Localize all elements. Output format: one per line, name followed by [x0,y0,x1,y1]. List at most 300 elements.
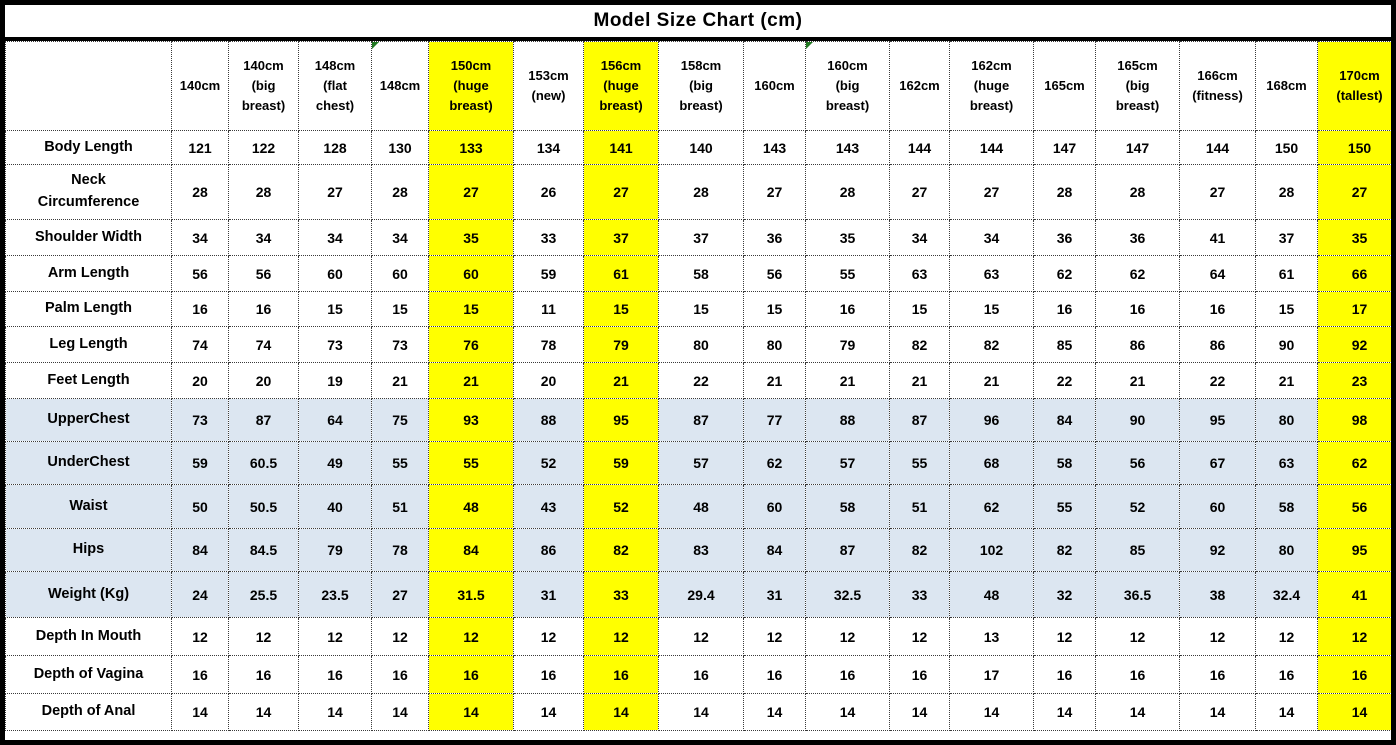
data-cell: 63 [1256,442,1318,485]
data-cell: 14 [429,694,514,731]
row-label-underchest [6,442,172,485]
data-cell: 15 [659,292,744,327]
label-line: UnderChest [47,454,130,471]
data-cell: 144 [950,131,1034,165]
data-cell: 12 [172,618,229,656]
data-cell: 12 [1318,618,1396,656]
data-cell: 66 [1318,256,1396,292]
table-row [6,572,1396,618]
label-line: 162cm [899,77,940,93]
data-cell: 50.5 [229,485,299,529]
data-cell: 22 [659,363,744,399]
data-cell: 34 [229,220,299,256]
data-cell: 14 [372,694,429,731]
column-header-168cm [1256,42,1318,131]
column-header-165cm-big-breast- [1096,42,1180,131]
data-cell: 60 [299,256,372,292]
label-line: (tallest) [1336,88,1383,103]
row-label-body-length [6,131,172,165]
chart-title: Model Size Chart (cm) [5,5,1391,41]
data-cell: 79 [584,327,659,363]
label-line: (huge [453,77,489,93]
data-cell: 21 [429,363,514,399]
data-cell: 79 [806,327,890,363]
column-header-150cm-huge-breast- [429,42,514,131]
label-line: Arm Length [47,264,130,281]
data-cell: 95 [1180,399,1256,442]
data-cell: 16 [514,656,584,694]
data-cell: 14 [514,694,584,731]
data-cell: 143 [806,131,890,165]
data-cell: 16 [1256,656,1318,694]
data-cell: 60 [372,256,429,292]
column-header-160cm-big-breast- [806,42,890,131]
column-header-140cm-big-breast- [229,42,299,131]
column-header-160cm [744,42,806,131]
data-cell: 55 [890,442,950,485]
data-cell: 130 [372,131,429,165]
data-cell: 36 [1096,220,1180,256]
label-line: (big [689,77,713,93]
label-line: 156cm [600,57,642,73]
data-cell: 16 [584,656,659,694]
table-row [6,618,1396,656]
data-cell: 16 [1096,656,1180,694]
row-label-depth-of-vagina [6,656,172,694]
label-line: Hips [72,541,105,558]
data-cell: 140 [659,131,744,165]
data-cell: 28 [172,165,229,220]
label-line: 170cm [1339,67,1380,83]
data-cell: 74 [172,327,229,363]
label-line: 148cm [379,77,421,93]
data-cell: 14 [744,694,806,731]
data-cell: 59 [584,442,659,485]
label-line: 148cm [314,57,356,73]
table-row [6,363,1396,399]
data-cell: 16 [229,656,299,694]
row-label-weight-kg- [6,572,172,618]
data-cell: 57 [659,442,744,485]
data-cell: 92 [1318,327,1396,363]
data-cell: 41 [1318,572,1396,618]
data-cell: 12 [1034,618,1096,656]
data-cell: 14 [172,694,229,731]
data-cell: 27 [744,165,806,220]
label-line: 158cm [680,57,722,73]
table-row [6,292,1396,327]
data-cell: 21 [890,363,950,399]
data-cell: 64 [299,399,372,442]
data-cell: 63 [890,256,950,292]
data-cell: 23 [1318,363,1396,399]
column-header-162cm-huge-breast- [950,42,1034,131]
data-cell: 14 [659,694,744,731]
label-line: Leg Length [49,335,128,352]
label-line: Waist [69,497,108,514]
data-cell: 143 [744,131,806,165]
data-cell: 12 [584,618,659,656]
data-cell: 14 [1318,694,1396,731]
data-cell: 73 [299,327,372,363]
data-cell: 28 [229,165,299,220]
data-cell: 56 [1096,442,1180,485]
table-row [6,485,1396,529]
label-line: Palm Length [44,300,132,317]
data-cell: 32.5 [806,572,890,618]
data-cell: 26 [514,165,584,220]
data-cell: 48 [950,572,1034,618]
label-line: Weight (Kg) [47,585,130,602]
data-cell: 85 [1096,529,1180,572]
label-line: 165cm [1044,77,1085,93]
data-cell: 14 [1180,694,1256,731]
data-cell: 34 [890,220,950,256]
comment-marker-icon [806,42,813,49]
data-cell: 16 [172,656,229,694]
label-line: breast) [1115,98,1160,114]
label-line: breast) [825,98,870,114]
data-cell: 141 [584,131,659,165]
data-cell: 12 [1256,618,1318,656]
data-cell: 21 [806,363,890,399]
data-cell: 84 [429,529,514,572]
data-cell: 73 [172,399,229,442]
data-cell: 86 [514,529,584,572]
label-line: 150cm [450,57,492,73]
data-cell: 82 [1034,529,1096,572]
data-cell: 16 [172,292,229,327]
row-label-depth-in-mouth [6,618,172,656]
label-line: Depth of Vagina [33,665,144,682]
data-cell: 16 [229,292,299,327]
column-header-162cm [890,42,950,131]
data-cell: 96 [950,399,1034,442]
data-cell: 16 [1180,656,1256,694]
column-header-153cm-new- [514,42,584,131]
data-cell: 16 [659,656,744,694]
data-cell: 78 [372,529,429,572]
data-cell: 80 [744,327,806,363]
data-cell: 56 [744,256,806,292]
data-cell: 12 [372,618,429,656]
data-cell: 21 [950,363,1034,399]
row-label-depth-of-anal [6,694,172,731]
data-cell: 78 [514,327,584,363]
data-cell: 88 [514,399,584,442]
row-label-upperchest [6,399,172,442]
data-cell: 63 [950,256,1034,292]
data-cell: 28 [372,165,429,220]
data-cell: 27 [372,572,429,618]
data-cell: 62 [950,485,1034,529]
label-line: 165cm [1117,57,1158,73]
data-cell: 15 [372,292,429,327]
data-cell: 56 [1318,485,1396,529]
data-cell: 84 [1034,399,1096,442]
label-line: (huge [973,77,1010,93]
data-cell: 51 [372,485,429,529]
data-cell: 57 [806,442,890,485]
data-cell: 28 [1256,165,1318,220]
data-cell: 14 [584,694,659,731]
data-cell: 95 [584,399,659,442]
data-cell: 17 [1318,292,1396,327]
data-cell: 59 [172,442,229,485]
data-cell: 68 [950,442,1034,485]
data-cell: 86 [1096,327,1180,363]
table-row [6,399,1396,442]
data-cell: 55 [429,442,514,485]
data-cell: 35 [806,220,890,256]
data-cell: 34 [950,220,1034,256]
data-cell: 31 [744,572,806,618]
data-cell: 80 [1256,529,1318,572]
data-cell: 15 [890,292,950,327]
data-cell: 12 [659,618,744,656]
data-cell: 25.5 [229,572,299,618]
label-line: UpperChest [47,411,130,428]
data-cell: 144 [1180,131,1256,165]
data-cell: 14 [1256,694,1318,731]
data-cell: 20 [229,363,299,399]
data-cell: 16 [1034,656,1096,694]
row-label-waist [6,485,172,529]
label-line: 140cm [179,77,221,93]
data-cell: 12 [229,618,299,656]
data-cell: 56 [172,256,229,292]
label-line: (big [1125,77,1150,93]
row-label-leg-length [6,327,172,363]
label-line: 140cm [243,57,284,73]
table-row [6,656,1396,694]
table-row [6,131,1396,165]
data-cell: 122 [229,131,299,165]
column-header-148cm [372,42,429,131]
data-cell: 51 [890,485,950,529]
data-cell: 85 [1034,327,1096,363]
data-cell: 40 [299,485,372,529]
data-cell: 87 [229,399,299,442]
data-cell: 14 [299,694,372,731]
data-cell: 77 [744,399,806,442]
data-cell: 76 [429,327,514,363]
data-cell: 28 [659,165,744,220]
data-cell: 15 [429,292,514,327]
data-cell: 67 [1180,442,1256,485]
data-cell: 16 [1180,292,1256,327]
label-line: (big [835,77,860,93]
table-row [6,442,1396,485]
label-line: 166cm [1197,67,1238,83]
data-cell: 35 [1318,220,1396,256]
label-line: (new) [531,88,566,103]
label-line: Shoulder Width [35,228,142,245]
data-cell: 80 [1256,399,1318,442]
data-cell: 16 [1034,292,1096,327]
table-row [6,165,1396,220]
data-cell: 15 [744,292,806,327]
data-cell: 16 [806,292,890,327]
table-row [6,327,1396,363]
label-line: 162cm [971,57,1012,73]
data-cell: 84 [172,529,229,572]
data-cell: 12 [429,618,514,656]
data-cell: 128 [299,131,372,165]
label-line: 168cm [1266,77,1307,93]
data-cell: 27 [429,165,514,220]
column-header-140cm [172,42,229,131]
data-cell: 28 [1034,165,1096,220]
data-cell: 82 [950,327,1034,363]
data-cell: 59 [514,256,584,292]
data-cell: 82 [584,529,659,572]
data-cell: 29.4 [659,572,744,618]
column-header-165cm [1034,42,1096,131]
data-cell: 22 [1034,363,1096,399]
data-cell: 62 [1034,256,1096,292]
data-cell: 82 [890,327,950,363]
label-line: chest) [315,98,355,114]
data-cell: 150 [1318,131,1396,165]
label-line: Body Length [44,138,133,155]
data-cell: 58 [806,485,890,529]
data-cell: 87 [890,399,950,442]
label-line: Depth In Mouth [35,627,142,644]
data-cell: 27 [1318,165,1396,220]
data-cell: 14 [890,694,950,731]
table-row [6,220,1396,256]
data-cell: 31 [514,572,584,618]
data-cell: 82 [890,529,950,572]
data-cell: 58 [659,256,744,292]
column-header-170cm-tallest- [1318,42,1396,131]
data-cell: 150 [1256,131,1318,165]
data-cell: 28 [806,165,890,220]
data-cell: 37 [1256,220,1318,256]
data-cell: 16 [1318,656,1396,694]
data-cell: 34 [299,220,372,256]
row-label-arm-length [6,256,172,292]
data-cell: 60 [1180,485,1256,529]
column-header-166cm-fitness- [1180,42,1256,131]
data-cell: 90 [1096,399,1180,442]
data-cell: 55 [1034,485,1096,529]
row-label-feet-length [6,363,172,399]
data-cell: 15 [1256,292,1318,327]
data-cell: 22 [1180,363,1256,399]
size-table [5,41,1396,731]
data-cell: 16 [429,656,514,694]
data-cell: 62 [1318,442,1396,485]
data-cell: 12 [299,618,372,656]
data-cell: 50 [172,485,229,529]
corner-cell [6,42,172,131]
data-cell: 62 [744,442,806,485]
data-cell: 60.5 [229,442,299,485]
data-cell: 14 [1034,694,1096,731]
data-cell: 58 [1256,485,1318,529]
data-cell: 28 [1096,165,1180,220]
data-cell: 27 [299,165,372,220]
label-line: Depth of Anal [41,703,136,720]
data-cell: 147 [1096,131,1180,165]
data-cell: 134 [514,131,584,165]
data-cell: 14 [950,694,1034,731]
data-cell: 21 [1096,363,1180,399]
data-cell: 64 [1180,256,1256,292]
data-cell: 27 [1180,165,1256,220]
data-cell: 20 [514,363,584,399]
row-label-hips [6,529,172,572]
data-cell: 102 [950,529,1034,572]
data-cell: 93 [429,399,514,442]
data-cell: 36 [744,220,806,256]
data-cell: 60 [744,485,806,529]
row-label-neck-circumference [6,165,172,220]
data-cell: 21 [372,363,429,399]
data-cell: 21 [744,363,806,399]
label-line: 153cm [528,67,569,83]
data-cell: 73 [372,327,429,363]
data-cell: 33 [890,572,950,618]
data-cell: 52 [514,442,584,485]
data-cell: 90 [1256,327,1318,363]
column-header-158cm-big-breast- [659,42,744,131]
data-cell: 55 [372,442,429,485]
data-cell: 16 [299,656,372,694]
table-row [6,529,1396,572]
data-cell: 98 [1318,399,1396,442]
label-line: Neck [71,172,106,189]
data-cell: 87 [659,399,744,442]
label-line: (fitness) [1192,88,1243,103]
data-cell: 88 [806,399,890,442]
data-cell: 32.4 [1256,572,1318,618]
data-cell: 19 [299,363,372,399]
data-cell: 31.5 [429,572,514,618]
data-cell: 84.5 [229,529,299,572]
data-cell: 61 [1256,256,1318,292]
data-cell: 38 [1180,572,1256,618]
data-cell: 37 [659,220,744,256]
label-line: breast) [241,98,286,114]
data-cell: 86 [1180,327,1256,363]
data-cell: 14 [229,694,299,731]
data-cell: 87 [806,529,890,572]
data-cell: 24 [172,572,229,618]
data-cell: 52 [1096,485,1180,529]
data-cell: 56 [229,256,299,292]
data-cell: 33 [514,220,584,256]
data-cell: 84 [744,529,806,572]
data-cell: 16 [1096,292,1180,327]
data-cell: 133 [429,131,514,165]
data-cell: 61 [584,256,659,292]
label-line: 160cm [754,77,795,93]
data-cell: 21 [1256,363,1318,399]
data-cell: 43 [514,485,584,529]
data-cell: 74 [229,327,299,363]
data-cell: 32 [1034,572,1096,618]
table-row [6,256,1396,292]
data-cell: 36 [1034,220,1096,256]
data-cell: 48 [659,485,744,529]
data-cell: 37 [584,220,659,256]
row-label-palm-length [6,292,172,327]
data-cell: 58 [1034,442,1096,485]
data-cell: 14 [806,694,890,731]
